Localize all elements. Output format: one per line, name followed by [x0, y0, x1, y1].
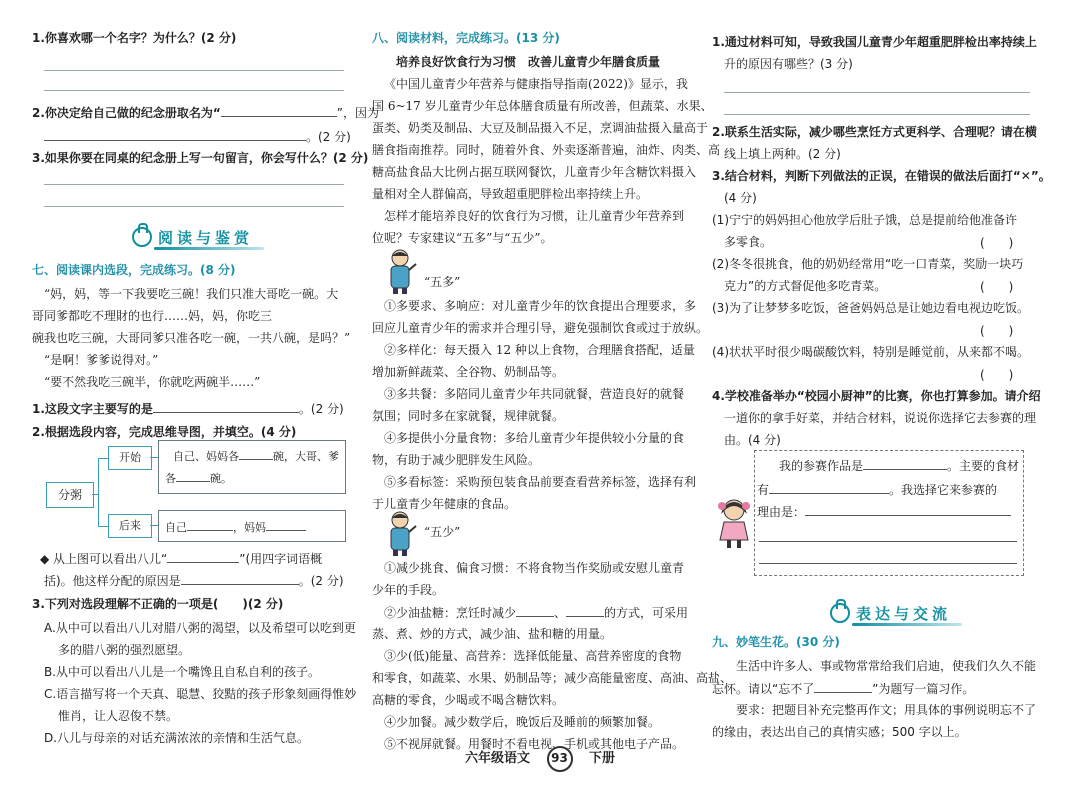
page-number: 93 — [547, 746, 573, 772]
entry-text: 有 — [757, 483, 770, 497]
student-girl-icon — [714, 496, 754, 550]
option-a[interactable]: A.从中可以看出八儿对腊八粥的渴望，以及希望可以吃到更 — [44, 621, 356, 635]
article-line: ②多样化：每天摄入 12 种以上食物，合理膳食搭配，适量 — [384, 343, 695, 357]
article-line: ①减少挑食、偏食习惯：不将食物当作奖励或安慰儿童青 — [384, 561, 685, 575]
entry-box — [754, 450, 1024, 576]
entry-line-2 — [757, 481, 997, 498]
article-line: 增加新鲜蔬菜、全谷物、奶制品等。 — [372, 365, 565, 379]
mindmap-detail-start — [158, 440, 346, 494]
option-a-cont: 多的腊八粥的强烈愿望。 — [58, 643, 191, 657]
question-3: 3.结合材料，判断下列做法的正误，在错误的做法后面打“✕”。 — [712, 169, 1051, 183]
question-2: 2.联系生活实际，减少哪些烹饪方式更科学、合理呢？请在横 — [712, 125, 1037, 139]
article-line: 位呢？专家建议“五多”与“五少”。 — [372, 231, 553, 245]
article-line: ③多共餐：多陪同儿童青少年共同就餐，营造良好的就餐 — [384, 387, 685, 401]
option-c-cont: 惟肖，让人忍俊不禁。 — [58, 709, 179, 723]
sub-question-1-score: 。(2 分) — [298, 402, 344, 416]
writing-prompt-line: 要求：把题目补充完整再作文；用具体的事例说明忘不了 — [736, 703, 1037, 717]
title-blank[interactable] — [221, 104, 337, 117]
article-line: ④多提供小分量食物：多给儿童青少年提供较小分量的食 — [384, 431, 685, 445]
mindmap-root — [46, 482, 94, 508]
article-line: 怎样才能培养良好的饮食行为习惯，让儿童青少年营养到 — [384, 209, 685, 223]
pen-icon — [132, 227, 152, 247]
section-8-heading: 八、阅读材料，完成练习。(13 分) — [372, 31, 560, 45]
passage-line: “是啊！爹爹说得对。” — [44, 353, 159, 367]
article-line: 膳食指南推荐。同时，随着外食、外卖逐渐普遍，油炸、肉类、高 — [372, 143, 721, 157]
mindmap-node-start — [108, 446, 152, 470]
question-1-cont: 升的原因有哪些？(3 分) — [724, 57, 853, 71]
article-line: 蒸、煮、炒的方式，减少油、盐和糖的用量。 — [372, 627, 613, 641]
option-b[interactable]: B.从中可以看出八儿是一个嘴馋且自私自利的孩子。 — [44, 665, 321, 679]
article-line: 少年的手段。 — [372, 583, 445, 597]
question-4-cont: 一道你的拿手好菜，并结合材料，说说你选择它去参赛的理 — [724, 411, 1037, 425]
detail-text: 自己 — [165, 521, 187, 534]
banner-title: 阅读与鉴赏 — [158, 228, 254, 247]
judge-paren-2[interactable]: ( ) — [980, 280, 1014, 294]
question-3-score: (4 分) — [724, 191, 757, 205]
question-2-cont: 线上填上两种。(2 分) — [724, 147, 841, 161]
mindmap-root-label: 分粥 — [57, 488, 82, 502]
detail-text: 自己、妈妈各 — [173, 450, 239, 463]
section-banner-reading — [132, 226, 253, 248]
item-2-cont: 克力”的方式督促他多吃青菜。 — [724, 279, 887, 293]
article-line: ⑤多看标签：采购预包装食品前要查看营养标签，选择有利 — [384, 475, 697, 489]
writing-prompt-line: 生活中许多人、事或物常常给我们启迪，使我们久久不能 — [736, 659, 1037, 673]
arrow — [150, 457, 158, 458]
footer-volume: 下册 — [589, 751, 616, 766]
article-line: 高糖的零食，少喝或不喝含糖饮料。 — [372, 693, 565, 707]
mindmap-node-later — [108, 514, 152, 538]
article-text: 、 — [554, 606, 567, 620]
mindmap-node-later-label: 后来 — [119, 519, 141, 532]
bowls-blank[interactable] — [176, 469, 210, 482]
entry-text: 我的参赛作品是 — [779, 459, 864, 473]
answer-line[interactable] — [724, 114, 1030, 115]
banner-underline — [154, 247, 264, 250]
footer-subject: 六年级语文 — [464, 751, 530, 766]
passage-line: 哥同爹都吃不理財的也行……妈，妈，你吃三 — [32, 309, 273, 323]
diagram-question-text: ◆ 从上图可以看出八儿“ — [40, 552, 168, 566]
question-2-line — [44, 128, 351, 145]
item-2: (2)冬冬很挑食，他的奶奶经常用“吃一口青菜，奖励一块巧 — [712, 257, 1024, 271]
answer-line[interactable] — [724, 92, 1030, 93]
diagram-question-2 — [44, 572, 344, 589]
reason-blank[interactable] — [805, 503, 1011, 516]
passage-line: “要不然我吃三碗半，你就吃两碗半……” — [44, 375, 261, 389]
item-4: (4)状状平时很少喝碳酸饮料，特别是睡觉前，从来都不喝。 — [712, 345, 1030, 359]
article-line: 和零食，如蔬菜、水果、奶制品等；减少高能量密度、高油、高盐、 — [372, 671, 733, 685]
article-line: 蛋类、奶类及制品、大豆及制品摄入不足，烹调油盐摄入量高于 — [372, 121, 709, 135]
section-7-heading: 七、阅读课内选段，完成练习。(8 分) — [32, 263, 236, 277]
mindmap-node-start-label: 开始 — [119, 451, 141, 464]
entry-text: 。我选择它来参赛的 — [889, 483, 998, 497]
judge-paren-3[interactable]: ( ) — [980, 324, 1014, 338]
teacher-icon — [384, 248, 418, 294]
method-blank[interactable] — [566, 604, 604, 617]
question-2-text-b: ”，因为 — [336, 106, 380, 120]
detail-text: 碗，大哥、爹 — [273, 450, 339, 463]
detail-line — [165, 518, 306, 536]
arrow — [150, 525, 158, 526]
writing-prompt-text: ”为题写一篇习作。 — [872, 682, 975, 696]
answer-line[interactable] — [44, 206, 344, 207]
judge-paren-4[interactable]: ( ) — [980, 368, 1014, 382]
answer-line[interactable] — [44, 70, 344, 71]
banner-underline — [852, 623, 962, 626]
question-2-score: 。(2 分) — [306, 130, 351, 144]
item-1-cont: 多零食。 — [724, 235, 773, 249]
banner-title: 表达与交流 — [856, 604, 952, 623]
bowls-blank[interactable] — [239, 447, 273, 460]
writing-prompt-line: 的缘由，表达出自己的真情实感；500 字以上。 — [712, 725, 967, 739]
connector — [98, 458, 108, 459]
wushao-label: “五少” — [424, 525, 461, 539]
section-banner-expression — [830, 602, 951, 624]
ingredient-blank[interactable] — [769, 481, 889, 494]
section-9-heading: 九、妙笔生花。(30 分) — [712, 635, 840, 649]
idiom-blank[interactable] — [167, 550, 239, 563]
item-1: (1)宁宁的妈妈担心他放学后肚子饿，总是提前给他准备许 — [712, 213, 1018, 227]
pen-icon — [830, 603, 850, 623]
dish-blank[interactable] — [863, 457, 947, 470]
article-line: ③少(低)能量、高营养：选择低能量、高营养密度的食物 — [384, 649, 682, 663]
option-d[interactable]: D.八儿与母亲的对话充满浓浓的亲情和生活气息。 — [44, 731, 310, 745]
entry-line-1 — [779, 457, 1019, 474]
writing-prompt-text: 忘怀。请以“忘不了 — [712, 682, 815, 696]
reason-line[interactable] — [759, 563, 1017, 564]
item-3: (3)为了让梦梦多吃饭，爸爸妈妈总是让她边看电视边吃饭。 — [712, 301, 1030, 315]
article-line: 回应儿童青少年的需求并合理引导，避免强制饮食或过于放纵。 — [372, 321, 709, 335]
question-4-score: 由。(4 分) — [724, 433, 781, 447]
article-text: 的方式，可采用 — [604, 606, 689, 620]
teacher-icon — [384, 510, 418, 556]
connector — [98, 526, 108, 527]
sub-question-2: 2.根据选段内容，完成思维导图，并填空。(4 分) — [32, 425, 297, 439]
detail-text: ，妈妈 — [233, 521, 266, 534]
article-line: 国 6~17 岁儿童青少年总体膳食质量有所改善，但蔬菜、水果、 — [372, 99, 713, 113]
article-line: ①多要求、多响应：对儿童青少年的饮食提出合理要求，多 — [384, 299, 697, 313]
article-line: 《中国儿童青少年营养与健康指导指南(2022)》显示，我 — [384, 77, 688, 91]
article-line: 氛围；同时多在家就餐，规律就餐。 — [372, 409, 565, 423]
article-line: 于儿童青少年健康的食品。 — [372, 497, 517, 511]
detail-line — [165, 469, 232, 487]
entry-text: 理由是： — [757, 505, 806, 519]
writing-prompt-line — [712, 680, 974, 697]
diagram-question — [40, 550, 322, 567]
answer-line[interactable] — [44, 90, 344, 91]
reason-blank[interactable] — [181, 572, 299, 585]
detail-line — [173, 447, 339, 465]
article-title: 培养良好饮食行为习惯 改善儿童青少年膳食质量 — [396, 55, 661, 69]
article-line: 量相对全人群偏高，导致超重肥胖检出率持续上升。 — [372, 187, 649, 201]
article-line-blank — [384, 604, 688, 621]
page-footer — [0, 746, 1080, 772]
mom-blank[interactable] — [266, 518, 306, 531]
passage-line: 碗我也吃三碗，大哥同爹只准各吃一碗，一共八碗，是吗？” — [32, 331, 351, 345]
article-line: ④少加餐。减少数学后，晚饭后及睡前的频繁加餐。 — [384, 715, 661, 729]
diagram-question-text: 括)。他这样分配的原因是 — [44, 574, 181, 588]
passage-line: “妈，妈，等一下我要吃三碗！我们只准大哥吃一碗。大 — [44, 287, 339, 301]
reason-line[interactable] — [759, 541, 1017, 542]
self-blank[interactable] — [187, 518, 233, 531]
wuduo-label: “五多” — [424, 275, 461, 289]
sub-question-1 — [32, 400, 344, 417]
diagram-question-score: 。(2 分) — [298, 574, 344, 588]
method-blank[interactable] — [516, 604, 554, 617]
article-text: ②少油盐糖：烹饪时减少 — [384, 606, 517, 620]
judge-paren-1[interactable]: ( ) — [980, 236, 1014, 250]
question-2-text: 2.你决定给自己做的纪念册取名为“ — [32, 106, 221, 120]
content-blank[interactable] — [153, 400, 299, 413]
article-line: 物，有助于减少肥胖发生风险。 — [372, 453, 541, 467]
detail-text: 碗。 — [210, 472, 232, 485]
question-2 — [32, 104, 379, 121]
entry-line-3 — [757, 503, 1011, 520]
article-line: ⑤不视屏就餐。用餐时不看电视、手机或其他电子产品。 — [384, 737, 685, 751]
title-blank[interactable] — [814, 680, 872, 693]
reason-blank[interactable] — [44, 128, 306, 141]
detail-text: 各 — [165, 472, 176, 485]
connector — [98, 458, 99, 526]
question-1: 1.通过材料可知，导致我国儿童青少年超重肥胖检出率持续上 — [712, 35, 1037, 49]
question-3: 3.如果你要在同桌的纪念册上写一句留言，你会写什么？(2 分) — [32, 151, 369, 165]
question-4: 4.学校准备举办“校园小厨神”的比赛，你也打算参加。请介绍 — [712, 389, 1041, 403]
mindmap-detail-later — [158, 510, 346, 542]
option-c[interactable]: C.语言描写将一个天真、聪慧、狡黠的孩子形象刻画得惟妙 — [44, 687, 357, 701]
sub-question-3: 3.下列对选段理解不正确的一项是( )(2 分) — [32, 597, 284, 611]
answer-line[interactable] — [44, 184, 344, 185]
question-1: 1.你喜欢哪一个名字？为什么？(2 分) — [32, 31, 237, 45]
diagram-question-text: ”(用四字词语概 — [239, 552, 323, 566]
sub-question-1-text: 1.这段文字主要写的是 — [32, 402, 153, 416]
article-line: 糖高盐食品大比例占据互联网餐饮，儿童青少年含糖饮料摄入 — [372, 165, 697, 179]
entry-text: 。主要的食材 — [947, 459, 1020, 473]
